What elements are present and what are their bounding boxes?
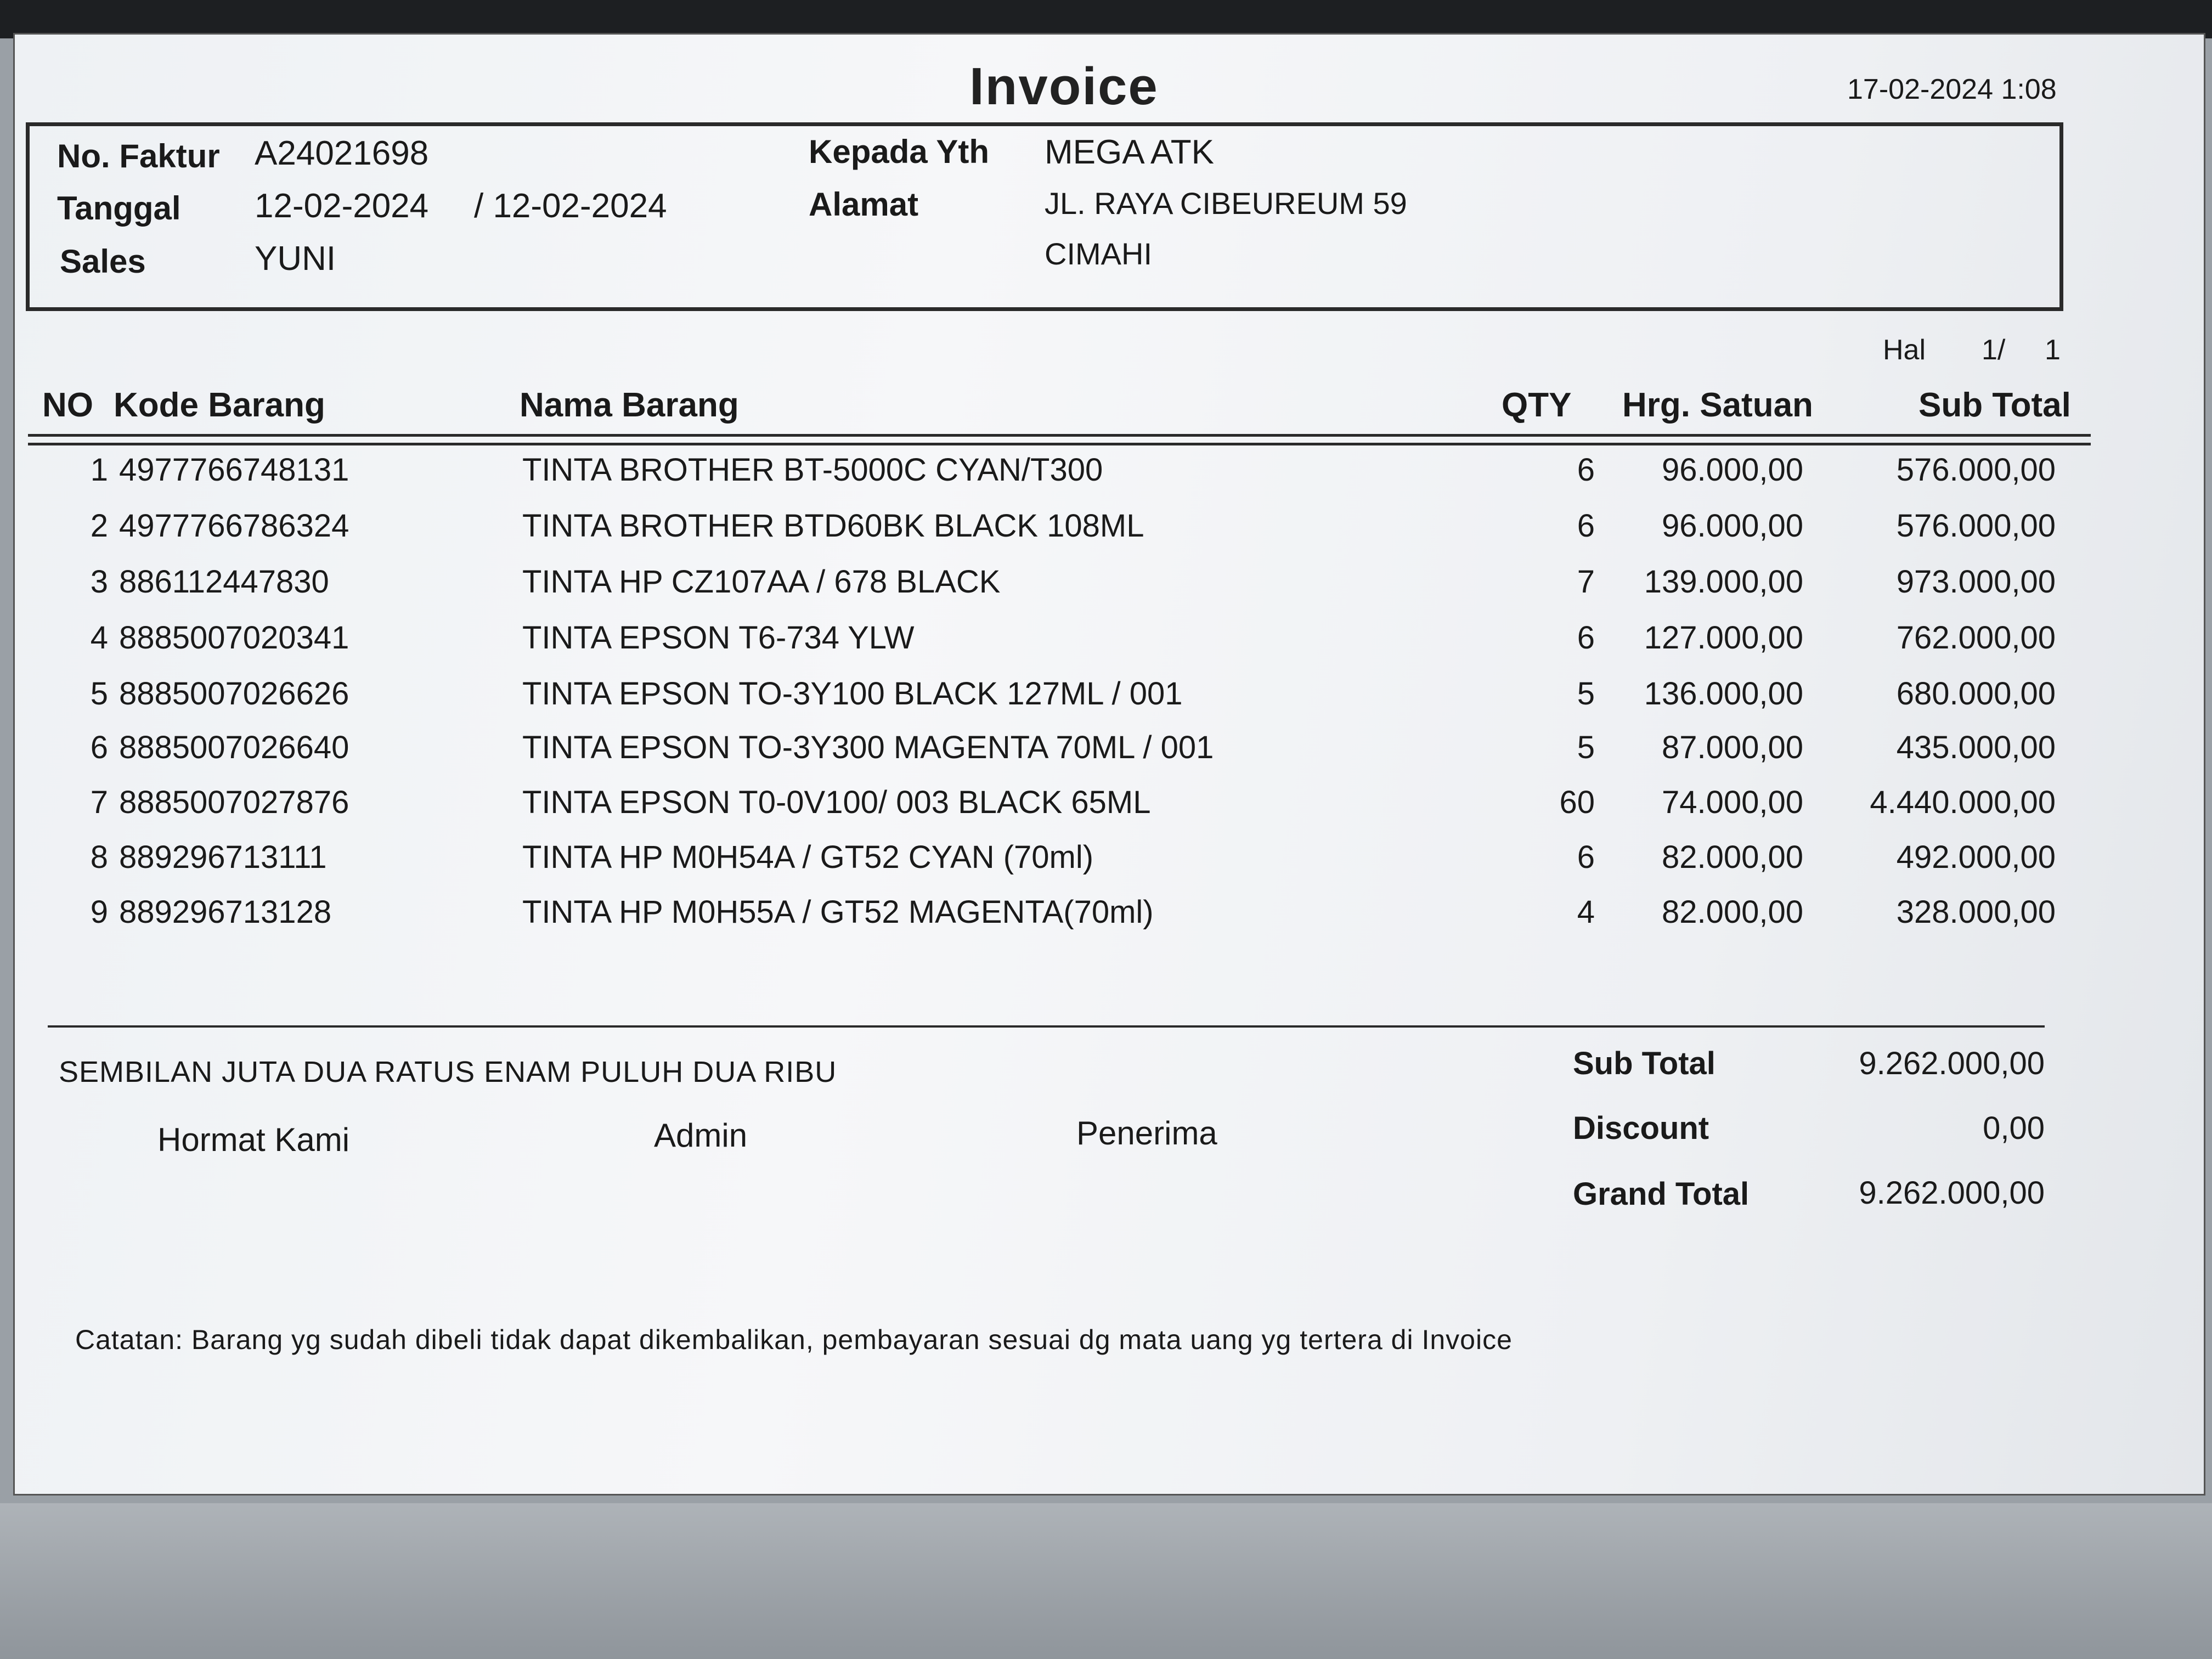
- item-code: 8885007026626: [119, 676, 349, 712]
- item-no: 9: [90, 894, 108, 930]
- col-header-harga: Hrg. Satuan: [1622, 386, 1813, 424]
- col-header-kode: Kode Barang: [114, 386, 325, 424]
- signature-penerima: Penerima: [1076, 1115, 1217, 1152]
- item-qty: 5: [1577, 730, 1595, 765]
- item-subtotal: 576.000,00: [1896, 452, 2056, 488]
- item-qty: 6: [1577, 508, 1595, 544]
- item-price: 87.000,00: [1661, 730, 1803, 765]
- invoice-header-box: [26, 122, 2063, 311]
- table-row: [15, 452, 2204, 501]
- item-subtotal: 762.000,00: [1896, 620, 2056, 656]
- totals-separator: [48, 1025, 2045, 1028]
- discount-value: 0,00: [1983, 1110, 2045, 1146]
- item-price: 96.000,00: [1661, 452, 1803, 488]
- sales-value: YUNI: [255, 240, 336, 278]
- item-price: 139.000,00: [1644, 564, 1803, 600]
- item-no: 2: [90, 508, 108, 544]
- item-name: TINTA HP CZ107AA / 678 BLACK: [522, 564, 1001, 600]
- item-price: 82.000,00: [1661, 839, 1803, 875]
- item-code: 8885007027876: [119, 785, 349, 820]
- tanggal-label: Tanggal: [57, 190, 181, 227]
- item-subtotal: 435.000,00: [1896, 730, 2056, 765]
- header-rule-bottom: [28, 443, 2091, 445]
- item-qty: 7: [1577, 564, 1595, 600]
- page-label: Hal: [1883, 334, 1926, 366]
- item-qty: 60: [1559, 785, 1595, 820]
- signature-admin: Admin: [654, 1117, 748, 1154]
- item-name: TINTA EPSON TO-3Y100 BLACK 127ML / 001: [522, 676, 1183, 712]
- table-row: [15, 784, 2204, 833]
- item-name: TINTA BROTHER BTD60BK BLACK 108ML: [522, 508, 1144, 544]
- item-code: 4977766786324: [119, 508, 349, 544]
- item-name: TINTA HP M0H54A / GT52 CYAN (70ml): [522, 839, 1094, 875]
- item-subtotal: 328.000,00: [1896, 894, 2056, 930]
- item-price: 82.000,00: [1661, 894, 1803, 930]
- discount-label: Discount: [1573, 1110, 1709, 1146]
- item-name: TINTA EPSON TO-3Y300 MAGENTA 70ML / 001: [522, 730, 1214, 765]
- alamat-line-2: CIMAHI: [1045, 236, 1152, 271]
- item-code: 889296713128: [119, 894, 332, 930]
- subtotal-value: 9.262.000,00: [1859, 1046, 2045, 1081]
- amount-in-words: SEMBILAN JUTA DUA RATUS ENAM PULUH DUA RIBU: [59, 1056, 837, 1088]
- page-current: 1/: [1982, 334, 2006, 366]
- item-no: 8: [90, 839, 108, 875]
- item-qty: 5: [1577, 676, 1595, 712]
- item-name: TINTA EPSON T6-734 YLW: [522, 620, 915, 656]
- item-no: 6: [90, 730, 108, 765]
- table-row: [15, 563, 2204, 613]
- grand-total-value: 9.262.000,00: [1859, 1175, 2045, 1211]
- item-qty: 6: [1577, 620, 1595, 656]
- table-row: [15, 619, 2204, 669]
- alamat-line-1: JL. RAYA CIBEUREUM 59: [1045, 186, 1407, 221]
- table-row: [15, 839, 2204, 888]
- item-code: 886112447830: [119, 564, 329, 600]
- invoice-title: Invoice: [969, 57, 1159, 116]
- subtotal-label: Sub Total: [1573, 1046, 1716, 1081]
- kepada-value: MEGA ATK: [1045, 133, 1214, 171]
- item-price: 136.000,00: [1644, 676, 1803, 712]
- col-header-no: NO: [42, 386, 93, 424]
- item-qty: 6: [1577, 452, 1595, 488]
- item-name: TINTA EPSON T0-0V100/ 003 BLACK 65ML: [522, 785, 1151, 820]
- item-qty: 4: [1577, 894, 1595, 930]
- monitor-bezel-bottom: [0, 1503, 2212, 1659]
- item-subtotal: 4.440.000,00: [1870, 785, 2056, 820]
- item-code: 8885007020341: [119, 620, 349, 656]
- invoice-note: Catatan: Barang yg sudah dibeli tidak dapat dikembalikan, pembayaran sesuai dg mata uang yg tertera di Invoice: [75, 1324, 1513, 1355]
- signature-hormat-kami: Hormat Kami: [157, 1121, 350, 1158]
- item-qty: 6: [1577, 839, 1595, 875]
- tanggal-value-2: / 12-02-2024: [474, 187, 667, 225]
- item-subtotal: 973.000,00: [1896, 564, 2056, 600]
- item-no: 3: [90, 564, 108, 600]
- col-header-qty: QTY: [1502, 386, 1572, 424]
- item-code: 889296713111: [119, 839, 327, 875]
- tanggal-value-1: 12-02-2024: [255, 187, 429, 225]
- no-faktur-value: A24021698: [255, 134, 429, 172]
- item-no: 1: [90, 452, 108, 488]
- item-code: 8885007026640: [119, 730, 349, 765]
- item-subtotal: 680.000,00: [1896, 676, 2056, 712]
- item-subtotal: 576.000,00: [1896, 508, 2056, 544]
- table-row: [15, 675, 2204, 725]
- item-subtotal: 492.000,00: [1896, 839, 2056, 875]
- invoice-page: [13, 33, 2205, 1496]
- table-row: [15, 894, 2204, 943]
- item-no: 4: [90, 620, 108, 656]
- item-code: 4977766748131: [119, 452, 349, 488]
- col-header-subtotal: Sub Total: [1918, 386, 2071, 424]
- sales-label: Sales: [60, 243, 146, 280]
- item-price: 96.000,00: [1661, 508, 1803, 544]
- item-name: TINTA BROTHER BT-5000C CYAN/T300: [522, 452, 1103, 488]
- table-row: [15, 729, 2204, 778]
- page-total: 1: [2045, 334, 2061, 366]
- header-rule-top: [28, 434, 2091, 437]
- printed-datetime: 17-02-2024 1:08: [1847, 74, 2057, 105]
- no-faktur-label: No. Faktur: [57, 138, 220, 174]
- grand-total-label: Grand Total: [1573, 1176, 1750, 1212]
- item-price: 74.000,00: [1661, 785, 1803, 820]
- item-price: 127.000,00: [1644, 620, 1803, 656]
- kepada-label: Kepada Yth: [809, 133, 989, 170]
- item-no: 5: [90, 676, 108, 712]
- alamat-label: Alamat: [809, 186, 919, 223]
- item-no: 7: [90, 785, 108, 820]
- item-name: TINTA HP M0H55A / GT52 MAGENTA(70ml): [522, 894, 1154, 930]
- table-row: [15, 507, 2204, 557]
- col-header-nama: Nama Barang: [520, 386, 739, 424]
